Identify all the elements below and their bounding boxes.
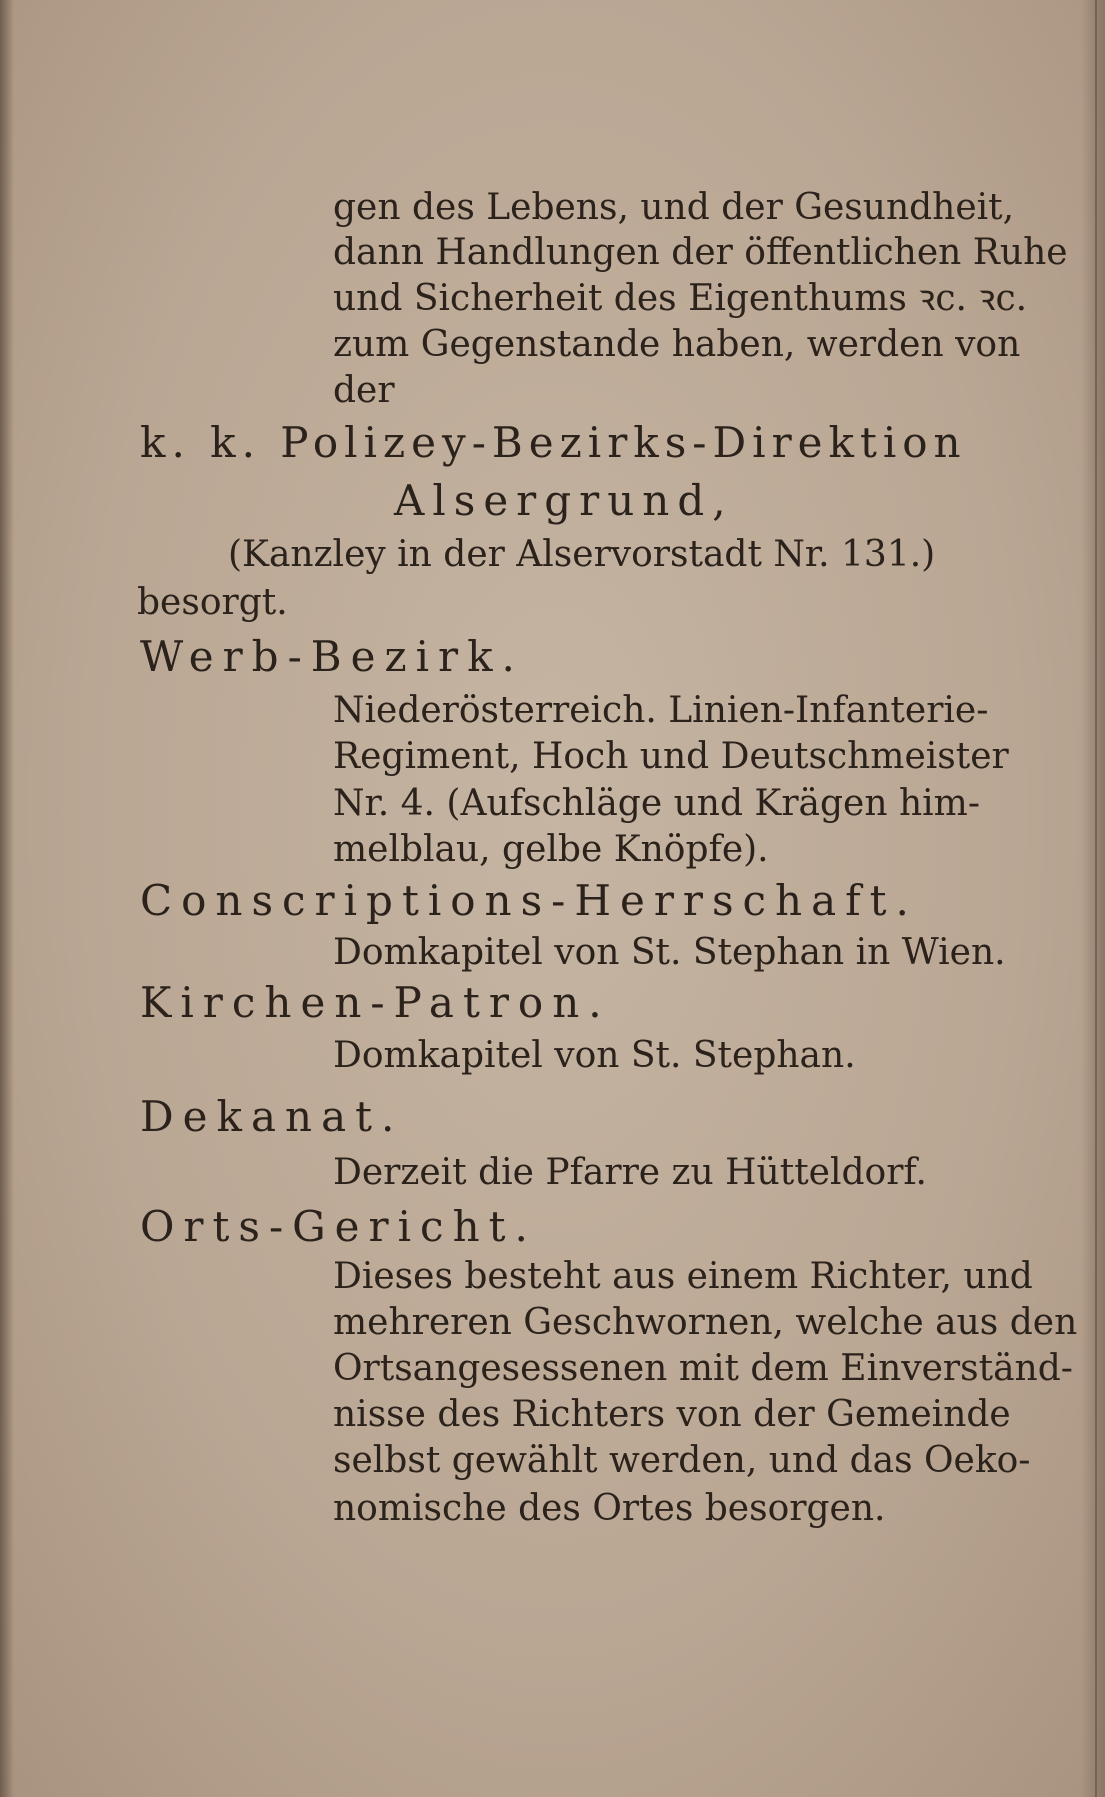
- office-subheading: Alsergrund,: [394, 476, 734, 525]
- text-line: nisse des Richters von der Gemeinde: [333, 1394, 1011, 1435]
- office-heading: k. k. Polizey-Bezirks-Direktion: [140, 418, 967, 467]
- text-line: und Sicherheit des Eigenthums ꝛc. ꝛc.: [333, 278, 1028, 319]
- text-line: Derzeit die Pfarre zu Hütteldorf.: [333, 1152, 927, 1193]
- section-heading: Orts-Gericht.: [140, 1202, 537, 1251]
- text-line: dann Handlungen der öffentlichen Ruhe: [333, 232, 1068, 273]
- section-heading: Dekanat.: [140, 1092, 404, 1141]
- text-line: mehreren Geschwornen, welche aus den: [333, 1302, 1078, 1343]
- text-line: zum Gegenstande haben, werden von: [333, 324, 1021, 365]
- section-heading: Werb-Bezirk.: [140, 632, 524, 681]
- section-heading: Kirchen-Patron.: [140, 978, 611, 1027]
- text-line: besorgt.: [137, 582, 288, 623]
- text-line: Domkapitel von St. Stephan.: [333, 1035, 856, 1076]
- text-line: selbst gewählt werden, und das Oeko-: [333, 1440, 1031, 1481]
- text-line: melblau, gelbe Knöpfe).: [333, 829, 769, 870]
- text-line: Domkapitel von St. Stephan in Wien.: [333, 932, 1006, 973]
- text-line: der: [333, 370, 395, 411]
- text-line: Dieses besteht aus einem Richter, und: [333, 1256, 1033, 1297]
- text-line: gen des Lebens, und der Gesundheit,: [333, 187, 1015, 228]
- text-line: Regiment, Hoch und Deutschmeister: [333, 736, 1009, 777]
- text-line: Nr. 4. (Aufschläge und Krägen him-: [333, 783, 980, 824]
- section-heading: Conscriptions-Herrschaft.: [140, 876, 918, 925]
- text-line: Niederösterreich. Linien-Infanterie-: [333, 690, 989, 731]
- text-line: (Kanzley in der Alservorstadt Nr. 131.): [228, 534, 936, 575]
- text-line: nomische des Ortes besorgen.: [333, 1488, 886, 1529]
- text-line: Ortsangesessenen mit dem Einverständ-: [333, 1348, 1073, 1389]
